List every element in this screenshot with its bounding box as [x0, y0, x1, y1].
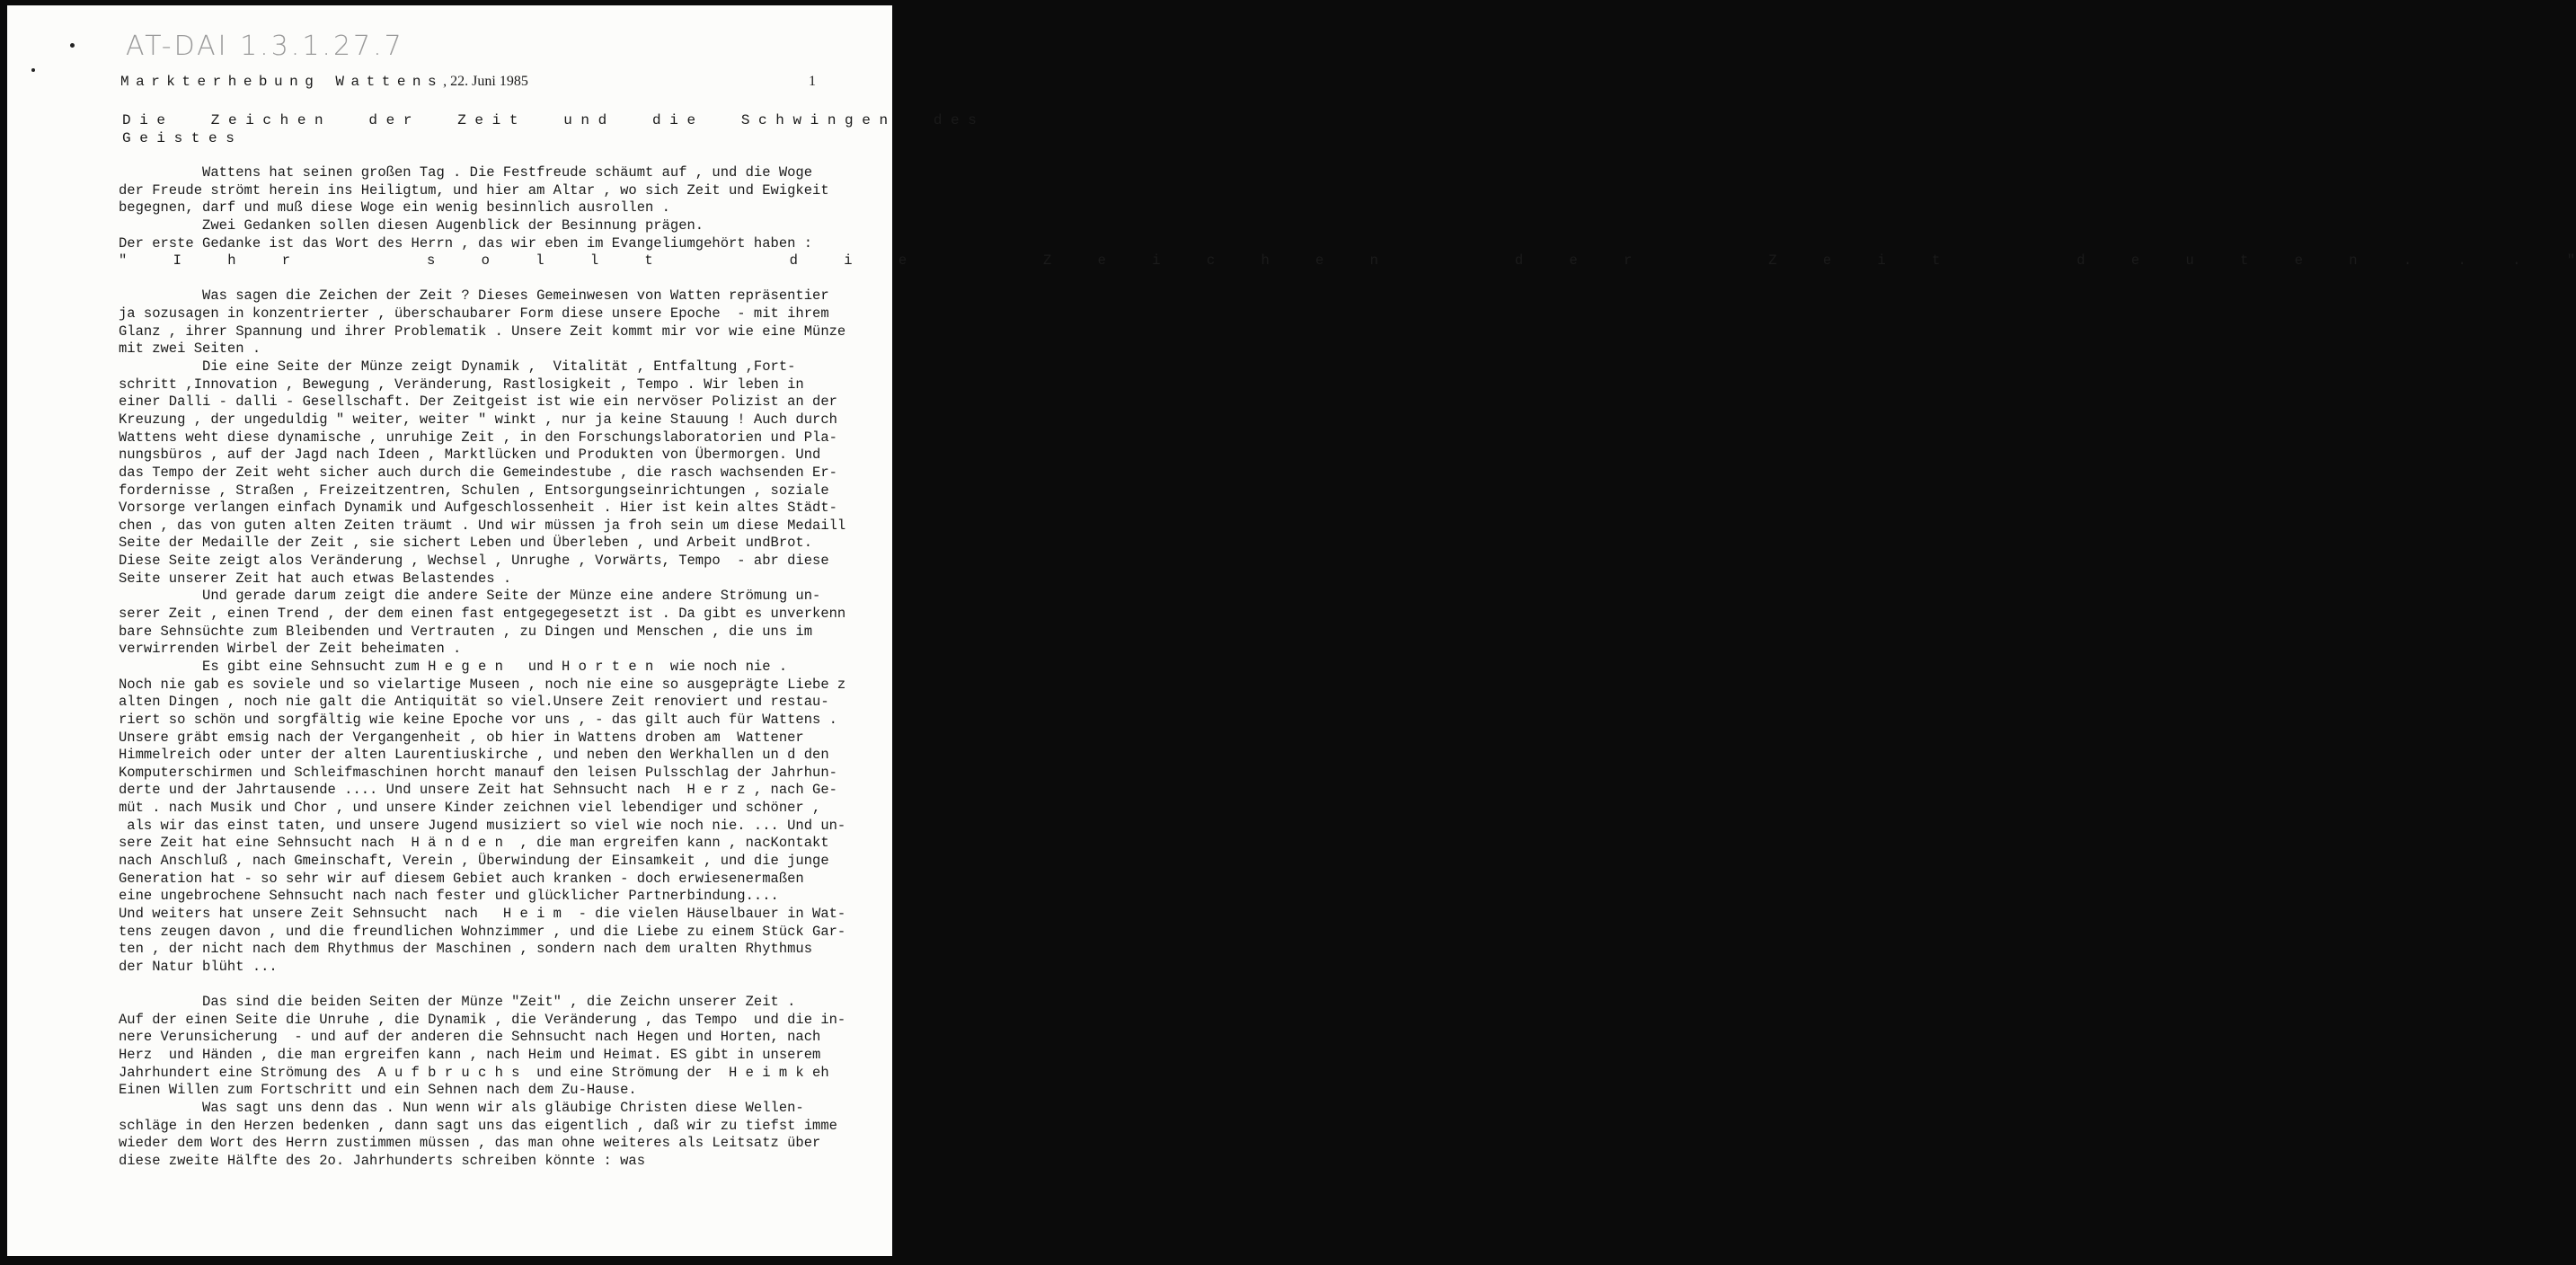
- text-line: Seite der Medaille der Zeit , sie sichert Leben und Überleben , und Arbeit undBrot.: [119, 535, 813, 552]
- text-line: nungsbüros , auf der Jagd nach Ideen , Marktlücken und Produkten von Übermorgen. Und: [119, 447, 821, 464]
- text-line: begegnen, darf und muß diese Woge ein wenig besinnlich ausrollen .: [119, 199, 670, 217]
- text-line: tens zeugen davon , und die freundlichen Wohnzimmer , und die Liebe zu einem Stück Gar-: [119, 923, 846, 940]
- header-title: Markterhebung Wattens: [120, 74, 444, 90]
- text-line: ten , der nicht nach dem Rhythmus der Maschinen , sondern nach dem uralten Rhythmus: [119, 941, 813, 958]
- text-line: Glanz , ihrer Spannung und ihrer Problematik . Unsere Zeit kommt mir vor wie eine Münze: [119, 323, 846, 340]
- text-line: Unsere gräbt emsig nach der Vergangenheit , ob hier in Wattens droben am Wattener: [119, 729, 804, 746]
- text-line: derte und der Jahrtausende .... Und unsere Zeit hat Sehnsucht nach H e r z , nach Ge-: [119, 782, 837, 799]
- text-line: Komputerschirmen und Schleifmaschinen horcht manauf den leisen Pulsschlag der Jahrhun-: [119, 764, 837, 781]
- text-line: mit zwei Seiten .: [119, 341, 261, 358]
- ink-dot: [31, 68, 35, 72]
- text-line: eine ungebrochene Sehnsucht nach nach fester und glücklicher Partnerbindung....: [119, 888, 779, 905]
- text-line: " I h r s o l l t d i e Z e i c h e n d e r Z e i t d e u t e n . . . ": [119, 252, 2576, 270]
- document-page: [7, 5, 2576, 1256]
- text-line: Seite unserer Zeit hat auch etwas Belastendes .: [119, 570, 512, 587]
- text-line: Und gerade darum zeigt die andere Seite der Münze eine andere Strömung un-: [119, 588, 821, 605]
- text-line: Diese Seite zeigt alos Veränderung , Wechsel , Unrughe , Vorwärts, Tempo - abr diese: [119, 553, 829, 570]
- paragraph-gap: [119, 270, 891, 288]
- text-line: Was sagen die Zeichen der Zeit ? Dieses Gemeinwesen von Watten repräsentier: [119, 288, 829, 305]
- text-line: Einen Willen zum Fortschritt und ein Sehnen nach dem Zu-Hause.: [119, 1082, 637, 1099]
- text-line: Es gibt eine Sehnsucht zum H e g e n und H o r t e n wie noch nie .: [119, 658, 788, 675]
- text-line: Auf der einen Seite die Unruhe , die Dynamik , die Veränderung , das Tempo und die in-: [119, 1011, 846, 1028]
- text-line: Was sagt uns denn das . Nun wenn wir als gläubige Christen diese Wellen-: [119, 1099, 804, 1116]
- text-line: der Freude strömt herein ins Heiligtum, und hier am Altar , wo sich Zeit und Ewigkeit: [119, 181, 829, 199]
- text-line: nere Verunsicherung - und auf der anderen die Sehnsucht nach Hegen und Horten, nach: [119, 1029, 821, 1046]
- text-line: Vorsorge verlangen einfach Dynamik und Aufgeschlossenheit . Hier ist kein altes Städt-: [119, 500, 837, 517]
- text-line: Noch nie gab es soviele und so vielartige Museen , noch nie eine so ausgeprägte Liebe z: [119, 676, 846, 693]
- text-line: bare Sehnsüchte zum Bleibenden und Vertrauten , zu Dingen und Menschen , die uns im: [119, 623, 813, 640]
- text-line: Jahrhundert eine Strömung des A u f b r u c h s und eine Strömung der H e i m k eh: [119, 1064, 829, 1081]
- page-number: 1: [809, 74, 816, 89]
- text-line: Der erste Gedanke ist das Wort des Herrn , das wir eben im Evangeliumgehört haben :: [119, 234, 813, 252]
- document-header: [120, 74, 528, 90]
- text-line: Wattens hat seinen großen Tag . Die Festfreude schäumt auf , und die Woge: [119, 164, 813, 181]
- text-line: als wir das einst taten, und unsere Jugend musiziert so viel wie noch nie. ... Und un-: [119, 817, 846, 834]
- document-title: [122, 111, 986, 147]
- text-line: Generation hat - so sehr wir auf diesem Gebiet auch kranken - doch erwiesenermaßen: [119, 870, 804, 887]
- text-line: wieder dem Wort des Herrn zustimmen müssen , das man ohne weiteres als Leitsatz über: [119, 1135, 821, 1152]
- text-line: Und weiters hat unsere Zeit Sehnsucht nach H e i m - die vielen Häuselbauer in Wat-: [119, 905, 846, 922]
- text-line: Wattens weht diese dynamische , unruhige Zeit , in den Forschungslaboratorien und Pla-: [119, 429, 837, 446]
- text-line: ja sozusagen in konzentrierter , überschaubarer Form diese unsere Epoche - mit ihrem: [119, 305, 829, 323]
- text-line: Das sind die beiden Seiten der Münze "Zeit" , die Zeichn unserer Zeit .: [119, 994, 796, 1011]
- text-line: Himmelreich oder unter der alten Laurentiuskirche , und neben den Werkhallen un d den: [119, 747, 829, 764]
- ink-dot: [70, 43, 75, 48]
- text-line: alten Dingen , noch nie galt die Antiquität so viel.Unsere Zeit renoviert und restau-: [119, 694, 829, 711]
- title-line-1: Die Zeichen der Zeit und die Schwingen des: [122, 112, 986, 128]
- text-line: diese zweite Hälfte des 2o. Jahrhunderts schreiben könnte : was: [119, 1152, 645, 1169]
- text-line: Zwei Gedanken sollen diesen Augenblick der Besinnung prägen.: [119, 217, 704, 234]
- text-line: schritt ,Innovation , Bewegung , Veränderung, Rastlosigkeit , Tempo . Wir leben in: [119, 376, 804, 393]
- text-line: serer Zeit , einen Trend , der dem einen fast entgegegesetzt ist . Da gibt es unverkenn: [119, 606, 846, 623]
- text-line: einer Dalli - dalli - Gesellschaft. Der Zeitgeist ist wie ein nervöser Polizist an der: [119, 394, 837, 411]
- text-line: Herz und Händen , die man ergreifen kann , nach Heim und Heimat. ES gibt in unserem: [119, 1047, 821, 1064]
- text-line: riert so schön und sorgfältig wie keine Epoche vor uns , - das gilt auch für Wattens .: [119, 711, 837, 728]
- text-line: müt . nach Musik und Chor , und unsere Kinder zeichnen viel lebendiger und schöner ,: [119, 800, 821, 817]
- text-line: verwirrenden Wirbel der Zeit beheimaten .: [119, 641, 462, 658]
- text-line: nach Anschluß , nach Gmeinschaft, Verein , Überwindung der Einsamkeit , und die junge: [119, 852, 829, 869]
- paragraph-gap: [119, 976, 891, 994]
- text-line: das Tempo der Zeit weht sicher auch durch die Gemeindestube , die rasch wachsenden Er-: [119, 464, 837, 481]
- text-line: chen , das von guten alten Zeiten träumt . Und wir müssen ja froh sein um diese Medaill: [119, 517, 846, 534]
- text-line: der Natur blüht ...: [119, 958, 278, 975]
- body-text: [119, 164, 2576, 1171]
- text-line: fordernisse , Straßen , Freizeitzentren, Schulen , Entsorgungseinrichtungen , soziale: [119, 482, 829, 499]
- text-line: schläge in den Herzen bedenken , dann sagt uns das eigentlich , daß wir zu tiefst imme: [119, 1117, 837, 1134]
- text-line: Kreuzung , der ungeduldig " weiter, weiter " winkt , nur ja keine Stauung ! Auch durch: [119, 411, 837, 428]
- text-line: Die eine Seite der Münze zeigt Dynamik , Vitalität , Entfaltung ,Fort-: [119, 358, 796, 376]
- text-line: sere Zeit hat eine Sehnsucht nach H ä n d e n , die man ergreifen kann , nacKontakt: [119, 835, 829, 852]
- title-line-2: Geistes: [122, 130, 243, 146]
- archive-signature-stamp: AT-DAI 1.3.1.27.7: [126, 31, 404, 62]
- header-date: , 22. Juni 1985: [443, 74, 528, 89]
